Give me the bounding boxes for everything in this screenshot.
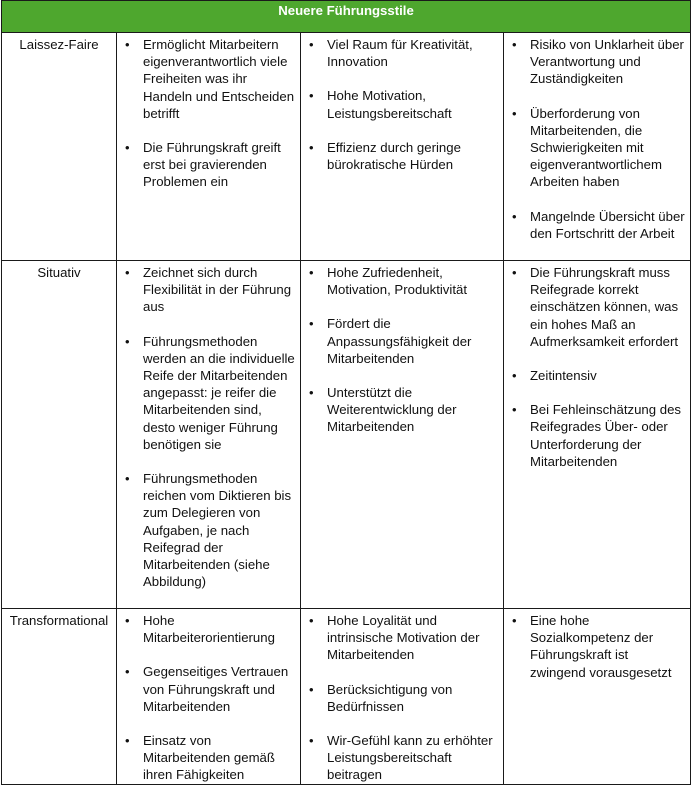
list-item: • Wir-Gefühl kann zu erhöhter Leistungsbereitschaft beitragen bbox=[301, 732, 499, 784]
list-item: • Fördert die Anpassungsfähigkeit der Mitarbeitenden bbox=[301, 315, 499, 367]
features-cell bbox=[117, 33, 301, 261]
list-item: • Führungsmethoden werden an die individuelle Reife der Mitarbeitenden angepasst: je reifer die Mitarbeitenden sind, desto weniger Führung benötigen sie bbox=[117, 333, 296, 453]
list-item: • Die Führungskraft greift erst bei gravierenden Problemen ein bbox=[117, 139, 296, 191]
list-item: • Hohe Motivation, Leistungsbereitschaft bbox=[301, 87, 499, 121]
list-item: • Gegenseitiges Vertrauen von Führungskraft und Mitarbeitenden bbox=[117, 663, 296, 715]
table-row bbox=[2, 261, 691, 609]
disadvantages-cell bbox=[504, 261, 691, 609]
list-item: • Risiko von Unklarheit über Verantwortung und Zuständigkeiten bbox=[504, 36, 686, 88]
list-item: • Zeichnet sich durch Flexibilität in der Führung aus bbox=[117, 264, 296, 316]
table-row bbox=[2, 609, 691, 785]
list-item: • Führungsmethoden reichen vom Diktieren bis zum Delegieren von Aufgaben, je nach Reifegrad der Mitarbeitenden (siehe Abbildung) bbox=[117, 470, 296, 590]
advantages-cell bbox=[301, 261, 504, 609]
leadership-styles-table bbox=[1, 0, 691, 785]
style-name: Laissez-Faire bbox=[2, 33, 117, 261]
list-item: • Ermöglicht Mitarbeitern eigenverantwortlich viele Freiheiten was ihr Handeln und Entscheiden betrifft bbox=[117, 36, 296, 122]
table-title: Neuere Führungsstile bbox=[2, 1, 691, 33]
list-item: • Berücksichtigung von Bedürfnissen bbox=[301, 681, 499, 715]
list-item: • Eine hohe Sozialkompetenz der Führungskraft ist zwingend vorausgesetzt bbox=[504, 612, 686, 681]
features-cell bbox=[117, 609, 301, 785]
style-name: Transformational bbox=[2, 609, 117, 785]
list-item: • Hohe Zufriedenheit, Motivation, Produktivität bbox=[301, 264, 499, 298]
disadvantages-cell bbox=[504, 609, 691, 785]
features-cell bbox=[117, 261, 301, 609]
list-item: • Hohe Loyalität und intrinsische Motivation der Mitarbeitenden bbox=[301, 612, 499, 664]
style-name: Situativ bbox=[2, 261, 117, 609]
list-item: • Die Führungskraft muss Reifegrade korrekt einschätzen können, was ein hohes Maß an Aufmerksamkeit erfordert bbox=[504, 264, 686, 350]
list-item: • Unterstützt die Weiterentwicklung der Mitarbeitenden bbox=[301, 384, 499, 436]
list-item: • Hohe Mitarbeiterorientierung bbox=[117, 612, 296, 646]
table-header-row bbox=[2, 1, 691, 33]
list-item: • Zeitintensiv bbox=[504, 367, 686, 384]
list-item: • Effizienz durch geringe bürokratische Hürden bbox=[301, 139, 499, 173]
disadvantages-cell bbox=[504, 33, 691, 261]
list-item: • Überforderung von Mitarbeitenden, die Schwierigkeiten mit eigenverantwortlichem Arbeiten haben bbox=[504, 105, 686, 191]
list-item: • Viel Raum für Kreativität, Innovation bbox=[301, 36, 499, 70]
advantages-cell bbox=[301, 33, 504, 261]
list-item: • Mangelnde Übersicht über den Fortschritt der Arbeit bbox=[504, 208, 686, 242]
table-row bbox=[2, 33, 691, 261]
list-item: • Einsatz von Mitarbeitenden gemäß ihren Fähigkeiten bbox=[117, 732, 296, 784]
advantages-cell bbox=[301, 609, 504, 785]
list-item: • Bei Fehleinschätzung des Reifegrades Über- oder Unterforderung der Mitarbeitenden bbox=[504, 401, 686, 470]
